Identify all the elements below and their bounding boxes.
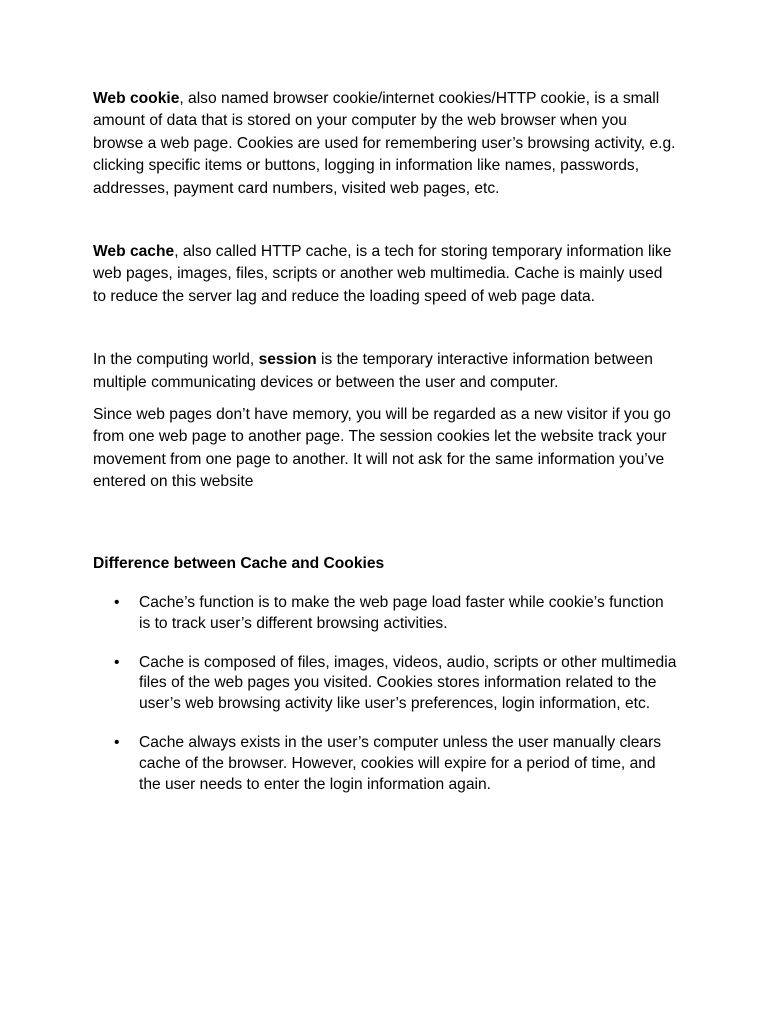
list-item-text: Cache always exists in the user’s computer unless the user manually clears cache of the browser. However, cookies will expire for a period of time, and the user needs to enter the login information again.: [139, 734, 662, 793]
document-page: [93, 88, 678, 813]
cookie-paragraph: [93, 88, 678, 200]
list-item: [93, 653, 678, 715]
cache-definition: , also called HTTP cache, is a tech for storing temporary information like web pages, images, files, scripts or another web multimedia. Cache is mainly used to reduce the server lag and reduce the loading speed of web page data.: [93, 243, 672, 305]
bullet-icon: •: [114, 734, 120, 752]
cache-term: Web cache: [93, 243, 175, 261]
list-item: [93, 733, 678, 795]
cookie-term: Web cookie: [93, 90, 180, 107]
bullet-icon: •: [114, 594, 120, 612]
session-definition: is the temporary interactive information between multiple communicating devices or between the user and computer.: [93, 351, 653, 391]
session-intro: In the computing world,: [93, 351, 259, 369]
cookie-definition: , also named browser cookie/internet cookies/HTTP cookie, is a small amount of data that is stored on your computer by the web browser when you browse a web page. Cookies are used for remembering user’s browsing activity, e.g. clicking specific items or buttons, logging in information like names, passwords, addresses, payment card numbers, visited web pages, etc.: [93, 90, 676, 197]
session-detail-paragraph: Since web pages don’t have memory, you will be regarded as a new visitor if you go from one web page to another page. The session cookies let the website track your movement from one page to another. It will not ask for the same information you’ve entered on this website: [93, 406, 671, 491]
session-term: session: [258, 351, 317, 369]
difference-heading: Difference between Cache and Cookies: [93, 554, 385, 572]
session-paragraph: [93, 349, 678, 394]
list-item-text: Cache is composed of files, images, videos, audio, scripts or other multimedia files of the web pages you visited. Cookies stores information related to the user’s web browsing activity like user’s preferences, login information, etc.: [139, 653, 677, 713]
list-item: [93, 593, 678, 635]
cache-paragraph: [93, 241, 678, 308]
bullet-icon: •: [114, 653, 120, 671]
difference-list: [93, 593, 678, 795]
list-item-text: Cache’s function is to make the web page load faster while cookie’s function is to track user’s different browsing activities.: [139, 594, 664, 632]
